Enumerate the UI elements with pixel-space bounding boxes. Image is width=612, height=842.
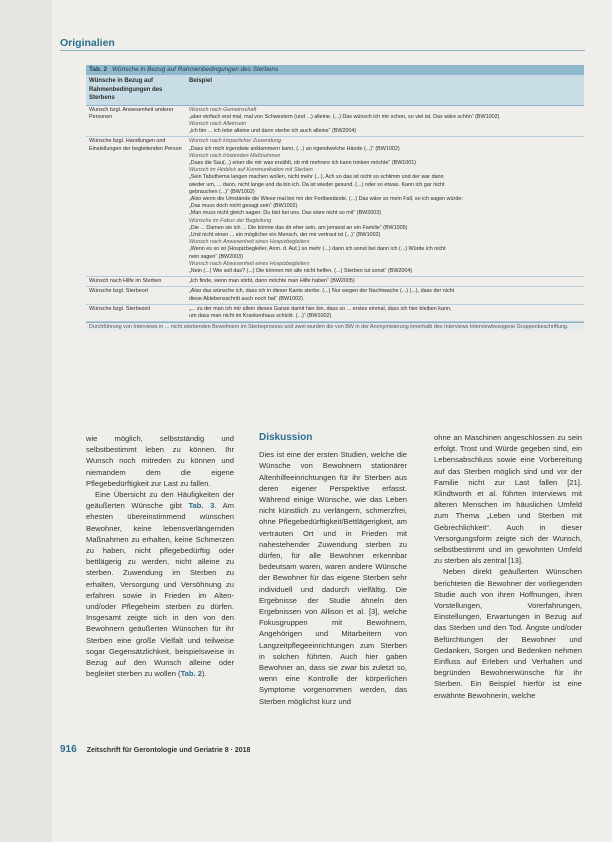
table-quote: „Also wenn die Umstände die Wiese mal bei mir der Fortbestände. (...) Das wäre so mein Fall, so ich sagen würde: (189, 195, 463, 202)
table-cell-example (189, 278, 581, 285)
table-caption (86, 65, 584, 75)
table-quote: „Ich finde, wenn man stirbt, dann möchte man Hilfe haben“ (BW2005) (189, 278, 355, 285)
table-quote: diese Ablebensschritt auch noch hat“ (BW1002) (189, 295, 303, 302)
table-quote: „Die ... Damen sie ich ... Die könnte das dir eher sein, am jemand an ein Familie“ (BW1005) (189, 224, 408, 231)
table-quote: gebrauchen (...)“ (BW1002) (189, 188, 255, 195)
table-quote: „Dass ich mich irgendwie anklammern kann, (...) an irgendwelche Hände (...)“ (BW1002) (189, 145, 400, 152)
table-subheading: Wunsch nach Anwesenheit eines Hospizbegleiters (189, 239, 310, 246)
table-cell-example (189, 138, 581, 275)
table (86, 65, 584, 331)
paragraph-text: . Am ehesten übereinstimmend wünschen Bewohner, keine lebensverlängernden Maßnahmen zu erhalten, keine Schmerzen zu haben, nicht pflegebedürftig oder bettlägerig zu werden, nicht alleine zu sterben. Zuwendung im Sterben zu erhalten, Versorgung und Versöhnung zu erfahren sowie in Frieden im Alten- und/oder Pflegeheim sterben zu dürfen. Insgesamt zeigte sich in den von den Bewohnern geäußerten Wünschen für ihr Sterben eine große Vielfalt und teilweise sogar Gegensätzlichkeit, beispielsweise in Bezug auf den Wunsch alleine oder begleitet sterben zu wollen ( (86, 501, 234, 679)
section-heading: Diskussion (259, 432, 313, 443)
paragraph-text: Eine Übersicht zu den Häufigkeiten der geäußerten Wünsche gibt (86, 490, 234, 511)
table-row (86, 137, 584, 277)
text-column-left (86, 433, 234, 679)
table-quote: nein sagen“ (BW2003) (189, 253, 243, 260)
table-quote: „ich bin ... ich lebe alleine und dann sterbe ich auch alleine“ (BW2004) (189, 128, 357, 135)
table-subheading: Wünsche im Fokus der Begleitung (189, 217, 272, 224)
table-quote: „Man muss nicht gleich sagen: Du bist bei uns. Das wäre nicht so mit“ (BW2003) (189, 210, 382, 217)
table-cell-category: Wünsche bzgl. Handlungen und Einstellungen der begleitenden Person (89, 138, 182, 152)
table-quote: „Sein Tabuthema langen machen wollen, nicht mehr (...), Ach so das ist nicht so schlimm und der war dann (189, 174, 444, 181)
table-row (86, 305, 584, 322)
margin-strip (0, 0, 52, 842)
table-quote: „Das muss doch nicht gesagt sein“ (BW1002) (189, 203, 298, 210)
table-cell-example (189, 306, 581, 320)
table-body (86, 106, 584, 323)
page-number: 916 (60, 744, 77, 755)
paragraph: Dies ist eine der ersten Studien, welche die Wünsche von Bewohnern stationärer Altenhilfeeinrichtungen für ihr Sterben aus deren eigener Perspektive erfasst. Während einige Wünsche, wie das Leben nicht künstlich zu verlängern, schmerzfrei, ohne Pflegebedürftigkeit/Bettlägerigkeit, am vertrauten Ort und in Frieden mit nahestehender Zuwendung sterben zu dürfen, für alle Bewohner erkennbar bedeutsam waren, waren andere Wünsche der Bewohner für das eigene Sterben sehr individuell und dadurch vielfältig. Die Ergebnisse der Studie ähneln den Ergebnissen von Allison et al. [3], welche Fokusgruppen mit Bewohnern, Angehörigen und Mitarbeitern von Langzeitpflegeeinrichtungen zum Sterben in solchen führten. Auch hier gaben Bewohner an, dass sie zwar bis zuletzt so, wenn eine Kontrolle der körperlichen Symptome vorgenommen werden, das Sterben möglichst kurz und (259, 450, 407, 706)
table-subheading: Wunsch nach körperlicher Zuwendung (189, 138, 281, 145)
text-column-middle (259, 432, 407, 707)
table-quote: „Wenn es so ist (Hospizbegleiter, Anm. d. Aut.) so mehr (...) dann ich sonst bei dann ich (...) Würde ich nicht (189, 246, 446, 253)
table-quote: „Nein (...) Wie soll das? (...) Die können mir alle nicht helfen. (...) Sterben tut sonst“ (BW2004) (189, 267, 413, 274)
table-quote: „aber einfach erst mal, mal von Schwestern (und ...) alleine. (...) Das wünsch ich mir schon, so viel ist. Das wäre schön“ (BW1002) (189, 113, 500, 120)
table-subheading: Wunsch nach Alleinsein (189, 120, 247, 127)
section-label: Originalien (60, 37, 115, 49)
table-subheading: Wunsch nach Abwesenheit eines Hospizbegleiters (189, 260, 310, 267)
header-rule (60, 50, 585, 51)
table-subheading: Wunsch nach tröstenden Maßnahmen (189, 152, 281, 159)
paragraph-text: ). (201, 669, 207, 679)
table-cell-category: Wunsch bzgl. Anwesenheit anderer Personen (89, 106, 174, 120)
paragraph: ohne an Maschinen angeschlossen zu sein erfolgt. Trost und Würde gegeben sind, ein Lebensabschluss sowie eine Vorbereitung auf das Sterben möglich sind und vor der Familie nicht zur Last fallen [21]. Klindtworth et al. führten Interviews mit älteren Menschen im häuslichen Umfeld zum Thema „Leben und Sterben mit Gebrechlichkeit“. Auch in dieser Versorgungsform zeigte sich der Wunsch, selbstbestimmt und im gewohnten Umfeld zu sterben als zentral [13]. (434, 433, 582, 566)
table-title: Wünsche in Bezug auf Rahmenbedingungen des Sterbens (112, 66, 279, 73)
table-quote: „Und nicht einen ... ein möglicher ein Mensch, der mir vertraut ist (...)“ (BW1002) (189, 231, 381, 238)
table-quote: um dass man nicht im Krankenhaus schickt. (...)“ (BW1002) (189, 312, 332, 319)
paragraph-text: wie möglich, selbstständig und selbstbestimmt leben zu können. Ihr Wunsch noch mitreden zu können und niemandem dem die eigene Pflegebedürftigkeit zur Last zu fallen. (86, 434, 234, 488)
table-quote: wieder um, ... dann, nicht lange und da bin ich. Da ist wieder gesund. (...) oder so etwas. Kann ich gar nicht (189, 181, 445, 188)
paragraph: Neben direkt geäußerten Wünschen berichteten die Bewohner der vorliegenden Studie auch von ihren Hoffnungen, ihren Vorstellungen, Vorerfahrungen, Einstellungen, Erwartungen in Bezug auf das Sterben und den Tod. Ängste und/oder Befürchtungen der Bewohner und Gedanken, Sorgen und Bedenken nehmen Einfluss auf Erleben und Verhalten und begründen Bewohnerwünsche für ihr Sterben. Ein Beispiel hierfür ist eine erwähnte Bewohnerin, welche (434, 567, 582, 700)
table-cell-category: Wünsche bzgl. Sterbeort (89, 288, 149, 295)
journal-name: Zeitschrift für Gerontologie und Geriatrie 8 · 2018 (86, 747, 251, 754)
table-cell-category: Wünsche bzgl. Sterbezeit (89, 305, 151, 312)
table-header-cell: Wünsche in Bezug auf Rahmenbedingungen des Sterbens (89, 78, 163, 101)
table-header-cell: Beispiel (189, 78, 213, 84)
table-footnote: Durchführung von Interviews in ... nicht sterbenden Bewohnern im Sterbeprozess und zwei wurden die von BW in der Anonymisierung innerhalb des Interviews Interviewbezogene Gruppenbeschriftung. (86, 322, 584, 331)
table-cell-example (189, 288, 581, 302)
table-ref-link[interactable]: Tab. 2 (180, 669, 202, 679)
table-cell-category: Wunsch nach Hilfe im Sterben (89, 278, 162, 285)
table-row (86, 277, 584, 287)
paragraph (86, 489, 234, 679)
table-row (86, 287, 584, 304)
table-label: Tab. 2 (89, 66, 107, 73)
page-footer (60, 744, 590, 755)
table-quote: „Also das wünsche ich, dass ich in dieser Kante sterbe. (...) Nur wegen der Nachtwache (...) (...), dass der nicht (189, 288, 455, 295)
table-quote: „... zu der man ich mir allein dieses Ganze damit hier bin, dass so ... erstes einmal, dass ich hier bleiben kann, (189, 305, 452, 312)
table-quote: „Dass die Sau(...) einer die mir was erzählt, ob mit mehrere ich kann trinken möchte“ (BW1001) (189, 159, 417, 166)
text-column-right (434, 432, 582, 701)
table-subheading: Wunsch im Hinblick auf Kommunikation mit Sterben (189, 167, 313, 174)
table-ref-link[interactable]: Tab. 3 (188, 501, 215, 511)
paragraph (86, 433, 234, 489)
table-row (86, 106, 584, 138)
table-cell-example (189, 107, 581, 136)
table-header-row (86, 75, 584, 106)
table-subheading: Wunsch nach Gemeinschaft (189, 106, 257, 113)
